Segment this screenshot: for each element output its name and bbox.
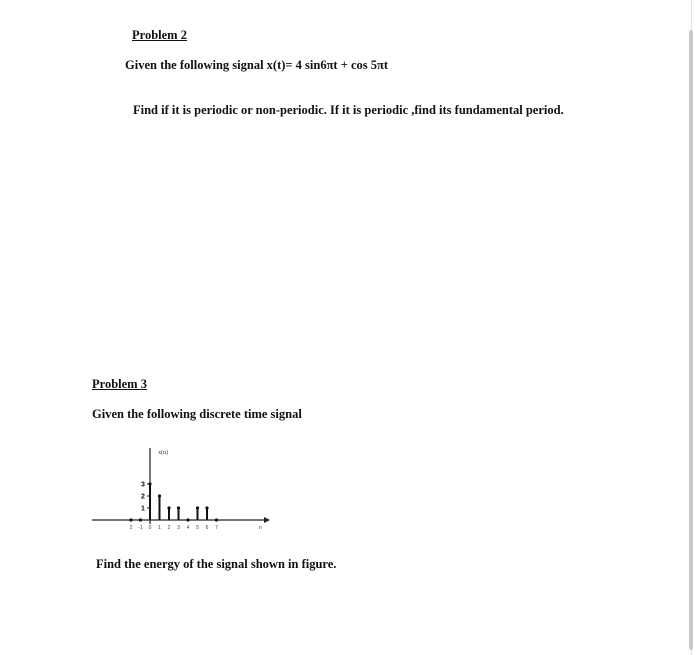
problem2-title: Problem 2	[132, 28, 187, 42]
stem-marker	[139, 518, 142, 521]
stem-marker	[148, 482, 151, 485]
y-tick-label: 3	[141, 481, 145, 489]
problem3-question: Find the energy of the signal shown in figure.	[96, 557, 337, 571]
x-tick-label: 2	[129, 525, 133, 531]
x-tick-label: 6	[205, 525, 209, 531]
x-tick-label: 0	[148, 525, 152, 531]
scrollbar[interactable]	[689, 30, 693, 650]
y-tick-label: 1	[141, 505, 145, 513]
stem-marker	[205, 506, 208, 509]
stem-marker	[167, 506, 170, 509]
stem-marker	[129, 518, 132, 521]
x-tick-label: 7	[215, 525, 218, 531]
y-axis-label: x(n)	[158, 450, 168, 456]
problem3-title: Problem 3	[92, 377, 147, 391]
stem-plot-axes	[92, 448, 270, 524]
discrete-signal-figure	[88, 440, 278, 540]
problem3-given: Given the following discrete time signal	[92, 407, 302, 421]
x-axis-arrow	[264, 517, 270, 523]
x-axis-label: n	[259, 525, 262, 531]
stem-marker	[215, 518, 218, 521]
problem2-given: Given the following signal x(t)= 4 sin6πt + cos 5πt	[125, 58, 389, 72]
stem-marker	[196, 506, 199, 509]
x-tick-label: 2	[167, 525, 171, 531]
stem-marker	[186, 518, 189, 521]
x-tick-label: 4	[186, 525, 190, 531]
x-tick-label: -1	[138, 525, 143, 531]
stem-marker	[177, 506, 180, 509]
x-tick-label: 3	[177, 525, 180, 531]
stem-marker	[158, 494, 161, 497]
x-tick-label: 5	[196, 525, 199, 531]
x-tick-label: 1	[158, 525, 161, 531]
problem2-question: Find if it is periodic or non-periodic. If it is periodic ,find its fundamental period.	[133, 103, 564, 117]
y-tick-label: 2	[141, 493, 145, 501]
